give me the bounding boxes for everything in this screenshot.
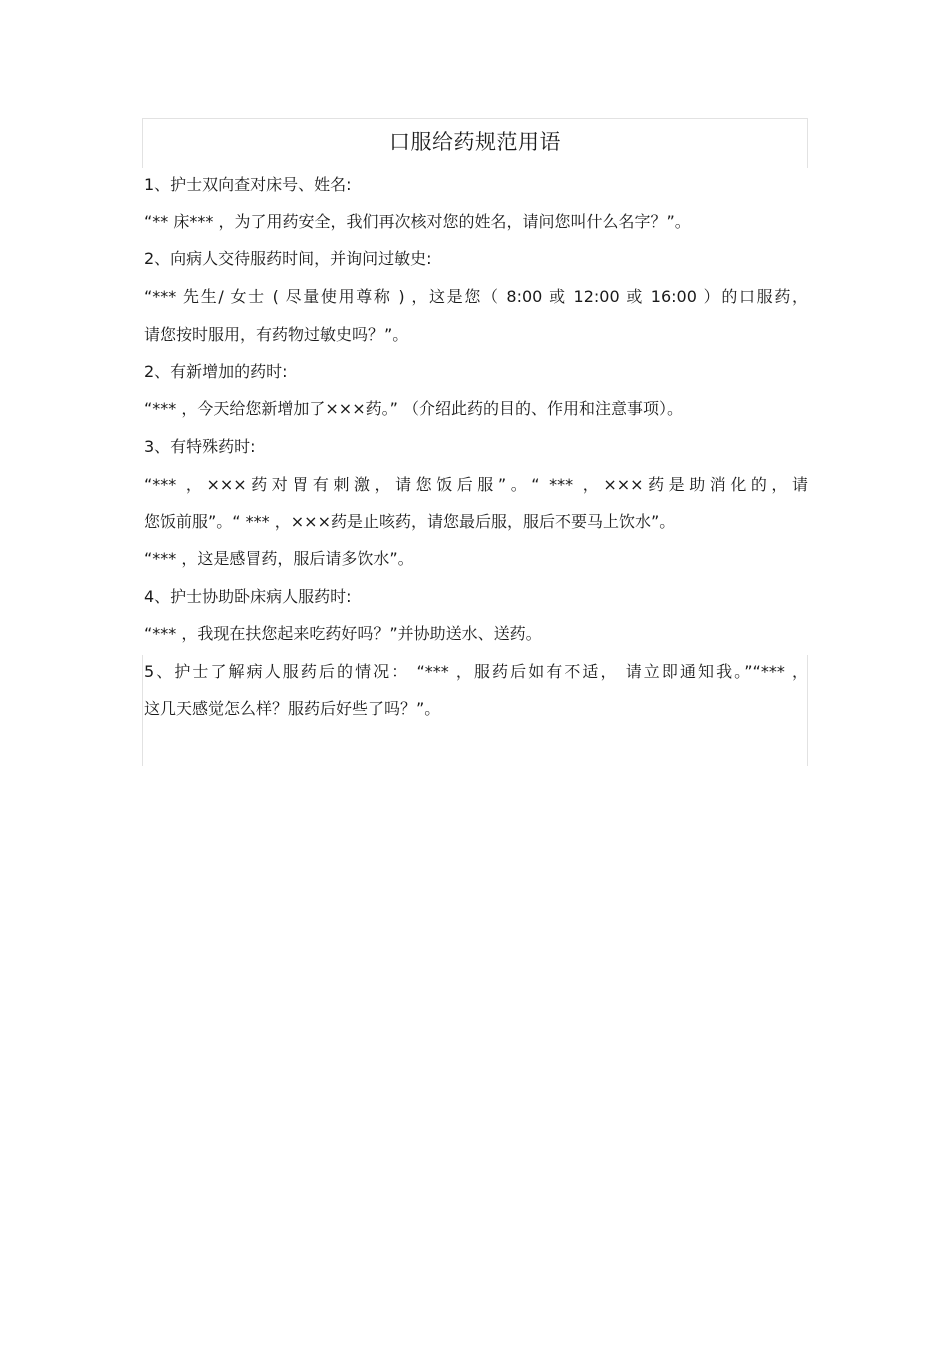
heading-2: 2、向病人交待服药时间，并询问过敏史:: [144, 249, 432, 268]
heading-4: 4、护士协助卧床病人服药时:: [144, 587, 352, 606]
paragraph-line: 这几天感觉怎么样？服药后好些了吗？”。: [144, 699, 441, 718]
heading-3: 3、有特殊药时:: [144, 437, 256, 456]
heading-2b: 2、有新增加的药时:: [144, 362, 288, 381]
paragraph-line: “*** ，×××药对胃有刺激，请您饭后服”。“ *** ，×××药是助消化的，请: [144, 475, 808, 494]
paragraph-line: “*** ，这是感冒药，服后请多饮水”。: [144, 549, 414, 568]
paragraph-line: 您饭前服”。“ *** ，×××药是止咳药，请您最后服，服后不要马上饮水”。: [144, 512, 676, 531]
paragraph-line: 请您按时服用，有药物过敏史吗？”。: [144, 325, 409, 344]
paragraph-line: “*** ，我现在扶您起来吃药好吗？”并协助送水、送药。: [144, 624, 542, 643]
paragraph-line: “** 床*** ，为了用药安全，我们再次核对您的姓名，请问您叫什么名字？”。: [144, 212, 691, 231]
heading-1: 1、护士双向查对床号、姓名:: [144, 175, 352, 194]
paragraph-line: “*** 先生/ 女士 ( 尽量使用尊称 ) ，这是您（ 8:00 或 12:00 或 16:00 ）的口服药，: [144, 287, 808, 306]
heading-5: 5、护士了解病人服药后的情况： “*** ，服药后如有不适， 请立即通知我。”“*** ，: [144, 662, 808, 681]
document-title: 口服给药规范用语: [389, 130, 561, 154]
paragraph-line: “*** ，今天给您新增加了×××药。” （介绍此药的目的、作用和注意事项）。: [144, 399, 683, 418]
